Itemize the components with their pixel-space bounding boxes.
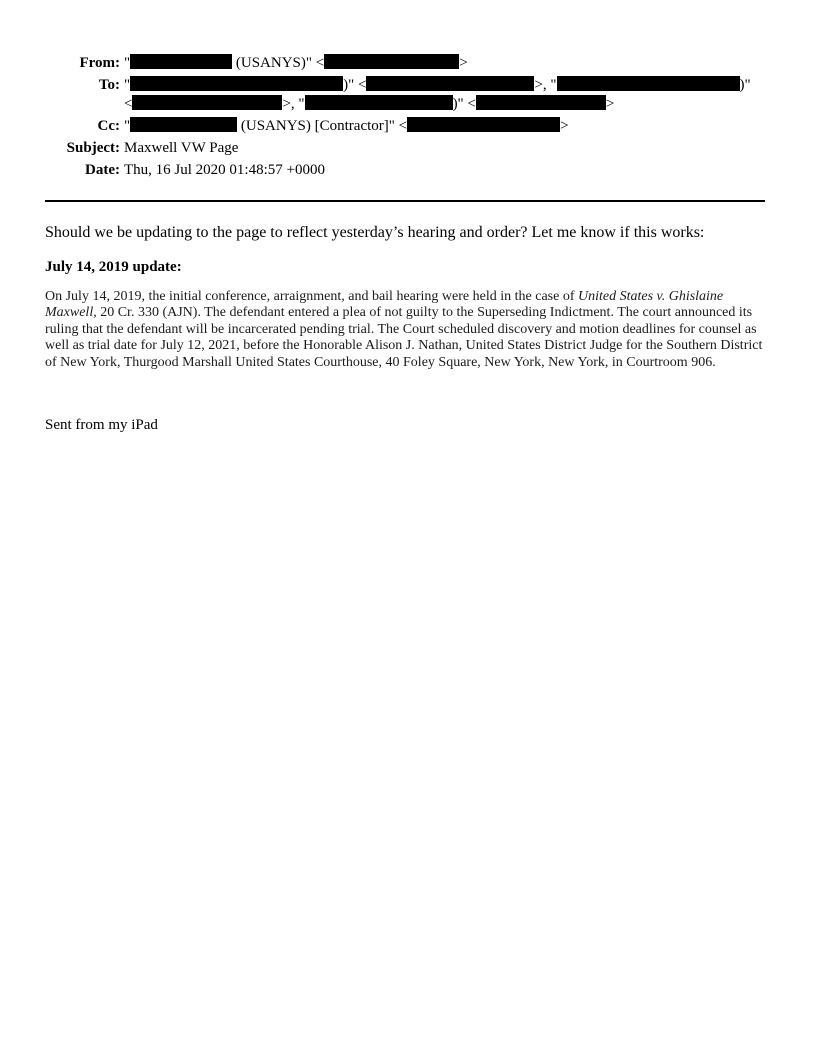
case-name: United States v. Ghislaine Maxwell — [45, 289, 724, 321]
redaction-block — [130, 117, 237, 132]
cc-value — [124, 117, 569, 135]
cc-text-2: (USANYS) [Contractor]" < — [237, 118, 408, 134]
to-text-2: )" < — [343, 77, 367, 93]
redaction-block — [407, 117, 560, 132]
redaction-block — [366, 76, 534, 91]
from-text-3: > — [459, 55, 468, 71]
redaction-block — [324, 54, 459, 69]
from-text-1: " — [124, 55, 131, 71]
redaction-block — [305, 95, 453, 110]
update-paragraph — [45, 289, 773, 371]
redaction-block — [557, 76, 740, 91]
cc-label: Cc: — [97, 118, 120, 134]
to-text-7: )" < — [452, 96, 476, 112]
header-divider — [45, 200, 765, 202]
to-value-line1 — [124, 76, 751, 94]
subject-label: Subject: — [66, 140, 120, 156]
date-value: Thu, 16 Jul 2020 01:48:57 +0000 — [124, 162, 325, 178]
to-text-6: >, " — [282, 96, 305, 112]
from-value — [124, 54, 468, 72]
date-label: Date: — [85, 162, 120, 178]
signature: Sent from my iPad — [45, 417, 158, 433]
intro-text: Should we be updating to the page to reflect yesterday’s hearing and order? Let me know if this works: — [45, 224, 705, 241]
to-text-5: < — [124, 96, 133, 112]
redaction-block — [130, 54, 232, 69]
to-text-3: >, " — [534, 77, 557, 93]
to-text-4: )" — [739, 77, 751, 93]
redaction-block — [476, 95, 606, 110]
redaction-block — [132, 95, 282, 110]
paragraph-rest: , 20 Cr. 330 (AJN). The defendant entered a plea of not guilty to the Superseding Indictment. The court announced its ruling that the defendant will be incarcerated pending trial. The Court scheduled discovery and motion deadlines for counsel as well as trial date for July 12, 2021, before the Honorable Alison J. Nathan, United States District Judge for the Southern District of New York, Thurgood Marshall United States Courthouse, 40 Foley Square, New York, New York, in Courtroom 906. — [45, 305, 763, 370]
to-text-1: " — [124, 77, 131, 93]
cc-text-1: " — [124, 118, 131, 134]
subject-value: Maxwell VW Page — [124, 140, 239, 156]
to-label: To: — [98, 77, 120, 93]
to-value-line2 — [124, 95, 614, 113]
cc-text-3: > — [560, 118, 569, 134]
to-text-8: > — [605, 96, 615, 112]
update-heading: July 14, 2019 update: — [45, 259, 182, 275]
redaction-block — [130, 76, 343, 91]
paragraph-lead: On July 14, 2019, the initial conference, arraignment, and bail hearing were held in the case of — [45, 289, 578, 304]
from-text-2: (USANYS)" < — [232, 55, 325, 71]
from-label: From: — [79, 55, 120, 71]
